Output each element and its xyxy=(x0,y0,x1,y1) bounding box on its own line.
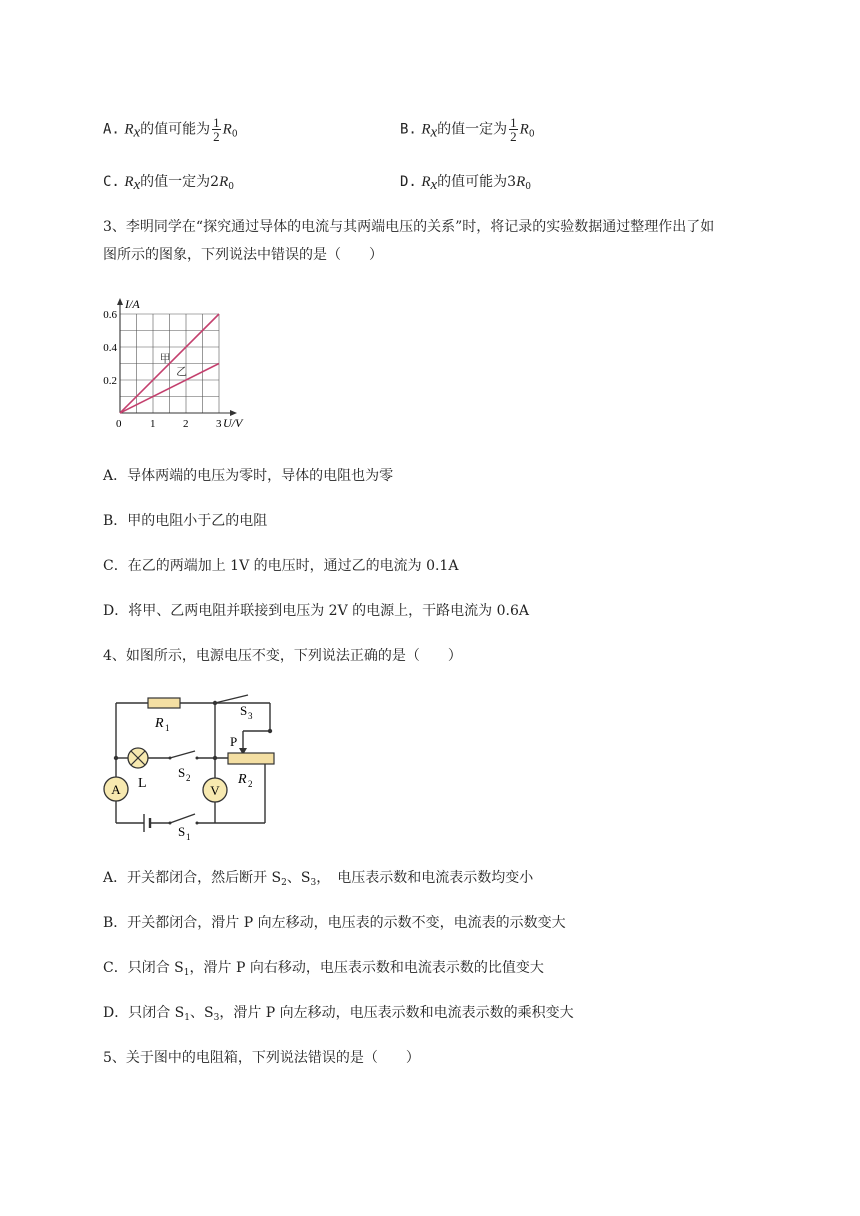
y-axis-arrow-icon xyxy=(117,298,123,305)
q3-option-b: B．甲的电阻小于乙的电阻 xyxy=(103,513,268,529)
q2-option-d: D. $R_x$的值可能为$3R_0$ xyxy=(400,174,531,193)
series-label-1: 乙 xyxy=(176,366,188,379)
svg-text:1: 1 xyxy=(186,832,191,840)
fraction: $\frac{1}{2}$ xyxy=(213,115,220,144)
r2-label: R xyxy=(238,772,247,787)
q4-option-b: B．开关都闭合，滑片 P 向左移动，电压表的示数不变，电流表的示数变大 xyxy=(103,915,566,931)
lamp-label: L xyxy=(138,776,147,791)
q4-option-d: D．只闭合 $S_1$、$S_3$，滑片 P 向左移动，电压表示数和电流表示数的乘积变大 xyxy=(103,1005,574,1023)
q4-option-c: C．只闭合 $S_1$，滑片 P 向右移动，电压表示数和电流表示数的比值变大 xyxy=(103,960,544,978)
q3-stem-line2: 图所示的图象，下列说法中错误的是（ ） xyxy=(103,247,383,263)
svg-text:1: 1 xyxy=(165,723,170,733)
series-label-0: 甲 xyxy=(159,352,171,365)
resistor-r1-icon xyxy=(148,698,180,708)
q3-option-d: D．将甲、乙两电阻并联接到电压为 2V 的电源上，干路电流为 0.6A xyxy=(103,603,529,619)
q3-stem-line1: 3、李明同学在“探究通过导体的电流与其两端电压的关系”时，将记录的实验数据通过整理作出了如 xyxy=(103,219,715,235)
resistor-r2-icon xyxy=(228,753,274,764)
y-axis-label: I/A xyxy=(125,297,140,311)
svg-text:3: 3 xyxy=(248,711,253,721)
q2-option-b: B. $R_x$的值一定为 $\frac{1}{2}$ $R_0$ xyxy=(400,115,535,144)
s2-label: S xyxy=(178,765,186,780)
svg-text:2: 2 xyxy=(248,779,253,789)
x-tick-label: 2 xyxy=(183,418,189,430)
circuit-diagram xyxy=(100,690,285,840)
x-tick-label: 0 xyxy=(116,418,122,430)
r1-label: R xyxy=(155,716,164,731)
y-tick-label: 0.6 xyxy=(103,309,117,321)
x-axis-label: U/V xyxy=(223,416,243,430)
s3-label: S xyxy=(240,703,248,718)
slider-p-label: P xyxy=(230,734,238,749)
q4-stem: 4、如图所示，电源电压不变，下列说法正确的是（ ） xyxy=(103,648,462,664)
s1-label: S xyxy=(178,824,186,839)
x-tick-label: 1 xyxy=(150,418,156,430)
fraction: $\frac{1}{2}$ xyxy=(510,115,517,144)
y-tick-label: 0.2 xyxy=(103,375,117,387)
svg-text:2: 2 xyxy=(186,773,191,783)
q3-option-c: C．在乙的两端加上 1V 的电压时，通过乙的电流为 0.1A xyxy=(103,558,459,574)
q5-stem: 5、关于图中的电阻箱，下列说法错误的是（ ） xyxy=(103,1050,420,1066)
q3-option-a: A．导体两端的电压为零时，导体的电阻也为零 xyxy=(103,468,394,484)
ammeter-label: A xyxy=(111,782,121,797)
q2-option-c: C. $R_x$的值一定为$2R_0$ xyxy=(103,174,234,193)
y-tick-label: 0.4 xyxy=(103,342,117,354)
q2-option-a: A. $R_x$的值可能为 $\frac{1}{2}$ $R_0$ xyxy=(103,115,238,144)
q4-option-a: A．开关都闭合，然后断开 $S_2$、$S_3$， 电压表示数和电流表示数均变小 xyxy=(103,870,534,888)
current-voltage-graph xyxy=(98,292,260,432)
x-tick-label: 3 xyxy=(216,418,222,430)
voltmeter-label: V xyxy=(210,783,220,798)
